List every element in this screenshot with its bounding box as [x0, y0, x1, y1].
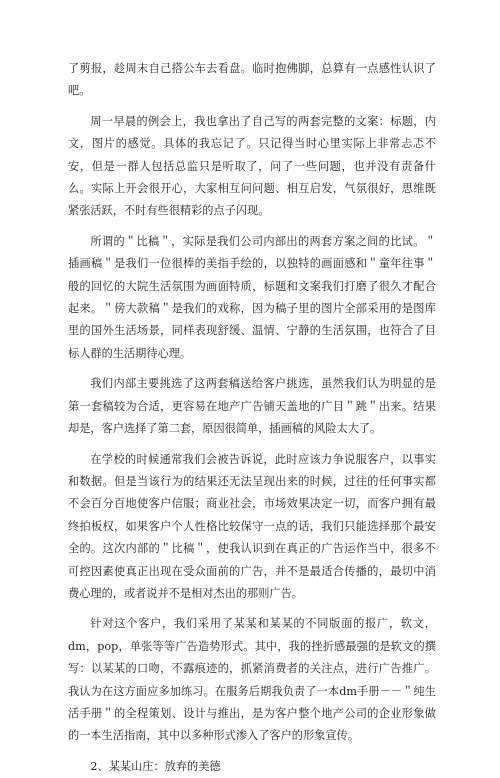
paragraph-continuation: 了剪报，趁周末自己搭公车去看盘。临时抱佛脚，总算有一点感性认识了吧。 — [68, 62, 436, 98]
paragraph: 周一早晨的例会上，我也拿出了自己写的两套完整的文案：标题，内文，图片的感觉。具体的我忘记了。只记得当时心里实际上非常忐忑不安，但是一群人包括总监只是听取了，问了一些问题，也并没有责备什么。实际上开会很开心，大家相互问问题、相互启发，气氛很好，思维既紧张活跃，不时有些很精彩的点子闪现。 — [68, 114, 436, 218]
section-heading: 2、某某山庄：放弃的美德 — [90, 759, 221, 773]
paragraph: 我们内部主要挑选了这两套稿送给客户挑选，虽然我们认为明显的是第一套稿较为合适，更容易在地产广告铺天盖地的广目＂跳＂出来。结果却是，客户选择了第二套，原因很简单，插画稿的风险太大了。 — [68, 377, 436, 436]
paragraph: 所谓的＂比稿＂，实际是我们公司内部出的两套方案之间的比试。＂插画稿＂是我们一位很棒的美指手绘的，以独特的画面感和＂童年往事＂般的回忆的大院生活氛围为画面特质，标题和文案我们打磨了很久才配合起来。＂傍大款稿＂是我们的戏称，因为稿子里的图片全部采用的是图库里的国外生活场景，同样表现舒缓、温情、宁静的生活氛围，也符合了目标人群的生活期待心理。 — [68, 234, 436, 360]
paragraph: 针对这个客户，我们采用了某某和某某的不同版面的报广，软文，dm，pop，单张等等广告造势形式。其中，我的挫折感最强的是软文的撰写：以某某的口吻，不露痕迹的，抓紧消费者的关注点，进行广告推广。我认为在这方面应多加练习。在服务后期我负责了一本dm手册－－＂纯生活手册＂的全程策划、设计与推出，是为客户整个地产公司的企业形象做的一本生活指南，其中以多种形式渗入了客户的形象宣传。 — [68, 617, 436, 743]
document-body — [68, 58, 436, 778]
paragraph: 在学校的时候通常我们会被告诉说，此时应该力争说服客户，以事实和数据。但是当该行为的结果还无法呈现出来的时候，过往的任何事实都不会百分百地使客户信服；商业社会，市场效果决定一切，而客户拥有最终拍板权，如果客户个人性格比较保守一点的话，我们只能选择那个最安全的。这次内部的＂比稿＂，使我认识到在真正的广告运作当中，很多不可控因素使真正出现在受众面前的广告，并不是最适合传播的，最切中消费心理的，或者说并不是相对杰出的那则广告。 — [68, 452, 436, 600]
